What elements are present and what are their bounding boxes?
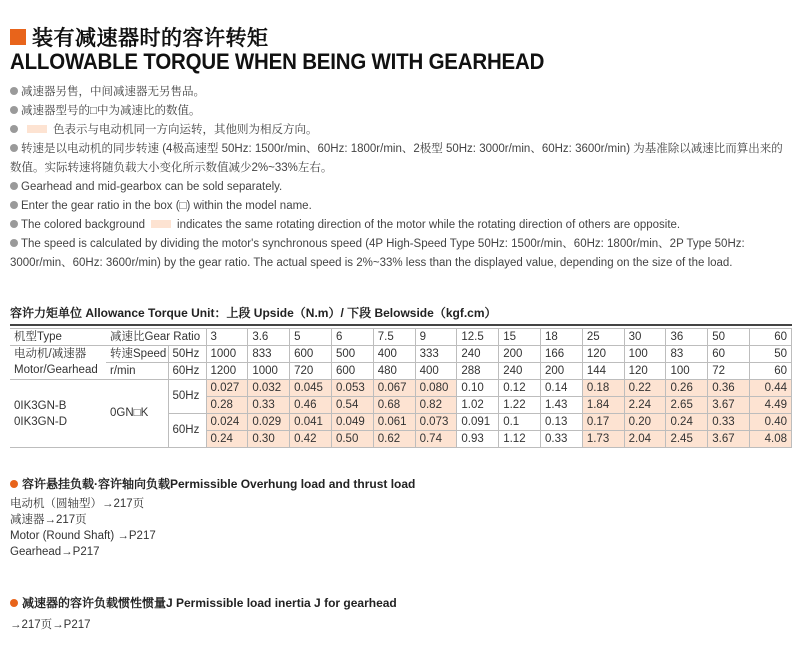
torque-cell: 2.24 <box>624 397 666 414</box>
torque-cell: 0.18 <box>582 380 624 397</box>
hz-50-label: 50Hz <box>168 380 206 414</box>
table-row <box>10 380 792 397</box>
ratio-cell: 15 <box>499 329 541 346</box>
note-cn-3: 色表示与电动机同一方向运转，其他则为相反方向。 <box>10 121 792 140</box>
gearhead-model: 0GN□K <box>106 380 168 448</box>
torque-unit-heading: 容许力矩单位 Allowance Torque Unit：上段 Upside（N.m）/ 下段 Belowside（kgf.cm） <box>10 306 497 320</box>
torque-cell: 0.40 <box>750 414 792 431</box>
ratio-cell: 5 <box>290 329 332 346</box>
page-title-cn <box>10 22 269 52</box>
ratio-cell: 9 <box>415 329 457 346</box>
torque-cell: 0.62 <box>373 431 415 448</box>
speed-cell: 1000 <box>248 363 290 380</box>
speed-cell: 120 <box>624 363 666 380</box>
table-row <box>10 329 792 346</box>
speed-cell: 1000 <box>206 346 248 363</box>
note-en-4: The speed is calculated by dividing the motor's synchronous speed (4P High-Speed Type 50Hz: 1500r/min、60Hz: 1800r/min、2P Type 50Hz: 3000r/min、60Hz: 3600r/min) by the gear ratio. The actual speed is 2%~33% less than the displayed value, depending on the size of the load. <box>10 238 745 269</box>
speed-cell: 50 <box>750 346 792 363</box>
rmin-label: r/min <box>106 363 168 380</box>
orange-bullet-icon <box>10 480 18 488</box>
speed-cell: 720 <box>290 363 332 380</box>
speed-cell: 60 <box>750 363 792 380</box>
torque-cell: 0.17 <box>582 414 624 431</box>
speed-header: 转速Speed <box>106 346 168 363</box>
torque-cell: 1.12 <box>499 431 541 448</box>
torque-cell: 1.73 <box>582 431 624 448</box>
torque-cell: 0.1 <box>499 414 541 431</box>
torque-cell: 0.46 <box>290 397 332 414</box>
torque-table <box>10 328 792 448</box>
ratio-cell: 36 <box>666 329 708 346</box>
bullet-icon <box>10 87 18 95</box>
speed-cell: 144 <box>582 363 624 380</box>
torque-cell: 1.02 <box>457 397 499 414</box>
table-top-rule <box>10 324 792 326</box>
notes-block <box>10 83 792 273</box>
inertia-ref: →217页→P217 <box>10 619 91 631</box>
bullet-icon <box>10 182 18 190</box>
overhung-ref-1: 电动机（圆轴型）→217页 <box>10 498 145 510</box>
note-cn-1: 减速器另售，中间减速器无另售品。 <box>10 83 792 102</box>
torque-cell: 3.67 <box>708 397 750 414</box>
motor-gear-header: 电动机/减速器 Motor/Gearhead <box>10 346 106 380</box>
speed-cell: 72 <box>708 363 750 380</box>
torque-cell: 0.44 <box>750 380 792 397</box>
torque-cell: 2.45 <box>666 431 708 448</box>
ratio-cell: 60 <box>750 329 792 346</box>
speed-cell: 60 <box>708 346 750 363</box>
torque-cell: 0.032 <box>248 380 290 397</box>
speed-cell: 200 <box>499 346 541 363</box>
torque-cell: 0.067 <box>373 380 415 397</box>
hz-60-label: 60Hz <box>168 363 206 380</box>
torque-cell: 0.24 <box>206 431 248 448</box>
torque-cell: 0.28 <box>206 397 248 414</box>
torque-cell: 1.84 <box>582 397 624 414</box>
speed-cell: 500 <box>331 346 373 363</box>
torque-cell: 1.22 <box>499 397 541 414</box>
ratio-cell: 3.6 <box>248 329 290 346</box>
note-cn-4: 转速是以电动机的同步转速 (4极高速型 50Hz: 1500r/min、60Hz: 1800r/min、2极型 50Hz: 3000r/min、60Hz: 3600r/min) 为基准除以减速比而算出来的数值。实际转速将随负载大小变化所示数值减少2%~33%左右。 <box>10 143 783 174</box>
torque-cell: 0.30 <box>248 431 290 448</box>
torque-cell: 0.26 <box>666 380 708 397</box>
torque-cell: 0.20 <box>624 414 666 431</box>
speed-cell: 1200 <box>206 363 248 380</box>
note-cn-2: 减速器型号的□中为减速比的数值。 <box>10 102 792 121</box>
speed-cell: 833 <box>248 346 290 363</box>
torque-cell: 0.024 <box>206 414 248 431</box>
torque-cell: 0.049 <box>331 414 373 431</box>
speed-cell: 333 <box>415 346 457 363</box>
ratio-cell: 3 <box>206 329 248 346</box>
torque-cell: 0.073 <box>415 414 457 431</box>
ratio-cell: 6 <box>331 329 373 346</box>
speed-cell: 240 <box>499 363 541 380</box>
bullet-icon <box>10 239 18 247</box>
torque-cell: 0.68 <box>373 397 415 414</box>
overhung-ref-2: 减速器→217页 <box>10 514 87 526</box>
torque-cell: 0.12 <box>499 380 541 397</box>
note-en-3: The colored background indicates the same rotating direction of the motor while the rotating direction of others are opposite. <box>10 216 792 235</box>
bullet-icon <box>10 220 18 228</box>
torque-cell: 0.82 <box>415 397 457 414</box>
speed-cell: 600 <box>331 363 373 380</box>
torque-cell: 2.04 <box>624 431 666 448</box>
torque-cell: 0.33 <box>541 431 583 448</box>
speed-cell: 200 <box>541 363 583 380</box>
torque-cell: 0.053 <box>331 380 373 397</box>
torque-cell: 0.74 <box>415 431 457 448</box>
torque-cell: 0.36 <box>708 380 750 397</box>
speed-cell: 600 <box>290 346 332 363</box>
torque-cell: 0.14 <box>541 380 583 397</box>
torque-cell: 0.42 <box>290 431 332 448</box>
title-cn-text: 装有减速器时的容许转矩 <box>32 27 269 50</box>
table-row <box>10 346 792 363</box>
torque-cell: 1.43 <box>541 397 583 414</box>
hz-60-label: 60Hz <box>168 414 206 448</box>
torque-cell: 4.08 <box>750 431 792 448</box>
torque-cell: 0.22 <box>624 380 666 397</box>
overhung-heading: 容许悬挂负载·容许轴向负载Permissible Overhung load and thrust load <box>10 475 415 492</box>
torque-cell: 0.061 <box>373 414 415 431</box>
speed-cell: 166 <box>541 346 583 363</box>
torque-cell: 4.49 <box>750 397 792 414</box>
torque-cell: 0.027 <box>206 380 248 397</box>
note-en-1: Gearhead and mid-gearbox can be sold separately. <box>10 178 792 197</box>
ratio-cell: 50 <box>708 329 750 346</box>
note-en-2: Enter the gear ratio in the box (□) within the model name. <box>10 197 792 216</box>
color-swatch <box>151 220 171 228</box>
speed-cell: 288 <box>457 363 499 380</box>
torque-cell: 0.045 <box>290 380 332 397</box>
inertia-heading: 减速器的容许负载惯性惯量J Permissible load inertia J for gearhead <box>10 594 397 611</box>
torque-cell: 0.54 <box>331 397 373 414</box>
ratio-cell: 12.5 <box>457 329 499 346</box>
torque-cell: 0.33 <box>248 397 290 414</box>
orange-bullet-icon <box>10 599 18 607</box>
torque-cell: 0.24 <box>666 414 708 431</box>
speed-cell: 480 <box>373 363 415 380</box>
color-swatch <box>27 125 47 133</box>
ratio-cell: 7.5 <box>373 329 415 346</box>
torque-cell: 0.10 <box>457 380 499 397</box>
torque-cell: 0.080 <box>415 380 457 397</box>
speed-cell: 240 <box>457 346 499 363</box>
torque-cell: 0.33 <box>708 414 750 431</box>
speed-cell: 100 <box>624 346 666 363</box>
speed-cell: 400 <box>415 363 457 380</box>
orange-square-icon <box>10 29 26 45</box>
torque-cell: 3.67 <box>708 431 750 448</box>
table-row <box>10 363 792 380</box>
speed-cell: 120 <box>582 346 624 363</box>
torque-cell: 0.93 <box>457 431 499 448</box>
model-header: 机型Type <box>10 329 106 346</box>
torque-cell: 0.13 <box>541 414 583 431</box>
torque-cell: 0.091 <box>457 414 499 431</box>
ratio-header: 减速比Gear Ratio <box>106 329 206 346</box>
ratio-cell: 25 <box>582 329 624 346</box>
hz-50-label: 50Hz <box>168 346 206 363</box>
page-title-en: ALLOWABLE TORQUE WHEN BEING WITH GEARHEAD <box>10 49 545 74</box>
torque-cell: 2.65 <box>666 397 708 414</box>
bullet-icon <box>10 201 18 209</box>
bullet-icon <box>10 106 18 114</box>
speed-cell: 83 <box>666 346 708 363</box>
ratio-cell: 18 <box>541 329 583 346</box>
bullet-icon <box>10 125 18 133</box>
bullet-icon <box>10 144 18 152</box>
torque-cell: 0.041 <box>290 414 332 431</box>
overhung-ref-4: Gearhead→P217 <box>10 546 100 558</box>
motor-models: 0IK3GN-B 0IK3GN-D <box>10 380 106 448</box>
ratio-cell: 30 <box>624 329 666 346</box>
torque-cell: 0.50 <box>331 431 373 448</box>
speed-cell: 400 <box>373 346 415 363</box>
torque-cell: 0.029 <box>248 414 290 431</box>
overhung-ref-3: Motor (Round Shaft) →P217 <box>10 530 156 542</box>
speed-cell: 100 <box>666 363 708 380</box>
